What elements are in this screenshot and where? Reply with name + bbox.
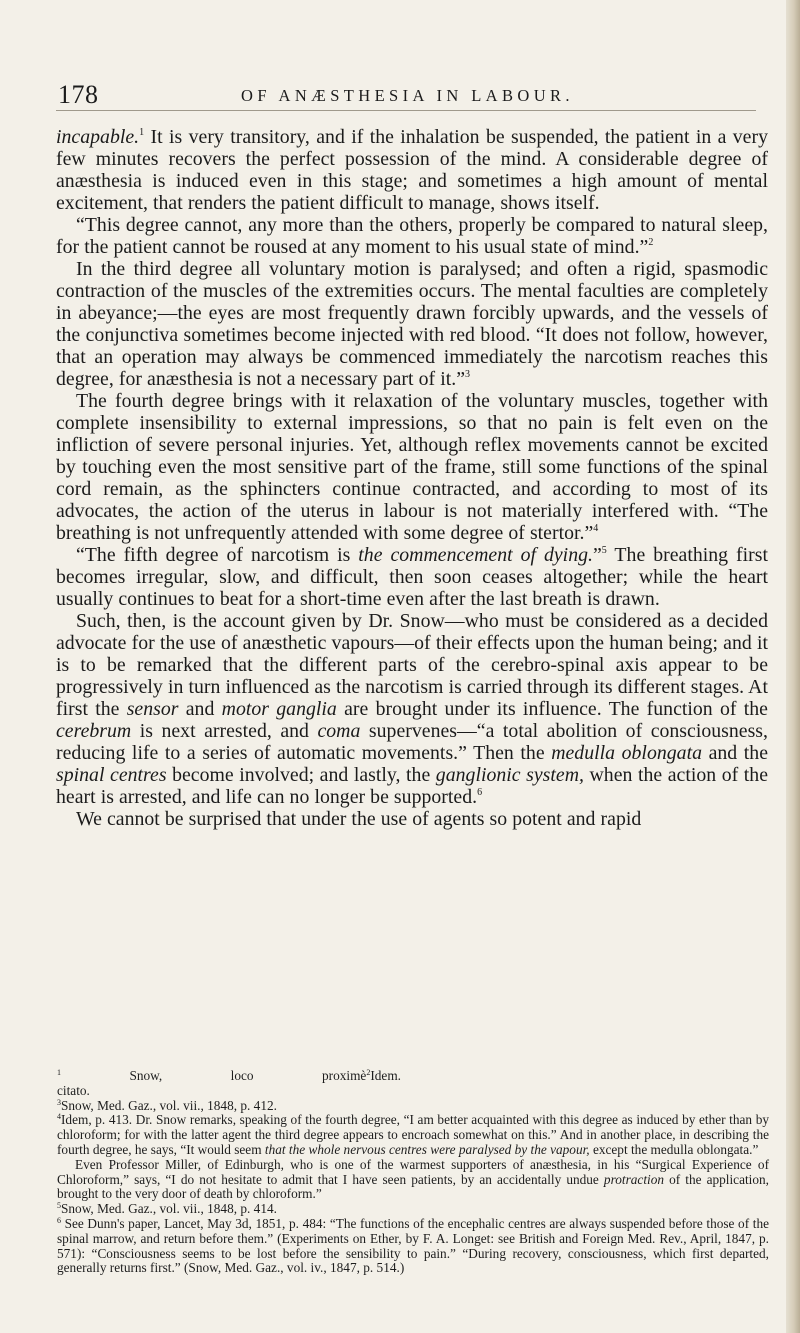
paragraph-6-text-e: supervenes—“a total abolition of consciousness, reducing life to a series of automatic movements.” Then the xyxy=(56,720,768,764)
paragraph-6-text-d: is next arrested, and xyxy=(131,720,318,742)
footnote-ref-1: 1 xyxy=(139,127,145,138)
paragraph-2 xyxy=(56,214,768,258)
footnotes xyxy=(57,1069,769,1276)
footnote-5-mark: 5 xyxy=(57,1201,61,1211)
paragraph-6-text-a: Such, then, is the account given by Dr. Snow—who must be considered as a decided advocate for the use of anæsthetic vapours—of their effects upon the human being; and it is to be remarked that the different parts of the cerebro-spinal axis appear to be progressively in turn influenced as the narcotism is carried through its different stages. At first the xyxy=(56,610,768,720)
paragraph-6-italic-a: sensor xyxy=(126,698,179,720)
paragraph-7 xyxy=(56,808,768,830)
footnote-3-mark: 3 xyxy=(57,1097,61,1107)
paragraph-6-italic-b: motor ganglia xyxy=(221,698,337,720)
paragraph-4-text: The fourth degree brings with it relaxation of the voluntary muscles, together with complete insensibility to external impressions, so that no pain is felt even on the infliction of severe personal injuries. Yet, although reflex movements cannot be excited by touching even the most sensitive part of the frame, still some functions of the spinal cord remain, as the sphincters continue contracted, and according to most of its advocates, the action of the uterus in labour is not materially interfered with. “The breathing is not unfrequently attended with some degree of stertor.” xyxy=(56,390,768,544)
footnote-6 xyxy=(57,1217,769,1276)
paragraph-6-italic-e: medulla oblongata xyxy=(551,742,703,764)
paragraph-6-text-g: become involved; and lastly, the xyxy=(166,764,436,786)
footnote-row-1-2 xyxy=(57,1069,769,1099)
paragraph-4 xyxy=(56,390,768,544)
paragraph-3-text: In the third degree all voluntary motion is paralysed; and often a rigid, spasmodic contraction of the muscles of the extremities occurs. The mental faculties are completely in abeyance;—the eyes are most frequently drawn forcibly upwards, and the vessels of the conjunctiva sometimes become injected with red blood. “It does not follow, however, that an operation may always be commenced immediately the narcotism reaches this degree, for anæsthesia is not a necessary part of it.” xyxy=(56,258,768,390)
footnote-4-text-a: Idem, p. 413. Dr. Snow remarks, speaking of the fourth degree, “I am better acquainted with this degree as induced by ether than by chloroform; for with the latter agent the third degree appears to encroach somewhat on this.” And in another place, in describing the fourth degree, he says, “It would seem xyxy=(57,1112,769,1157)
footnote-4 xyxy=(57,1113,769,1157)
paragraph-6-italic-d: coma xyxy=(317,720,361,742)
page-header xyxy=(56,82,756,108)
footnote-ref-3: 3 xyxy=(465,369,471,380)
paragraph-1-text: It is very transitory, and if the inhalation be suspended, the patient in a very few minutes recovers the perfect possession of the mind. A considerable degree of anæsthesia is induced even in this stage; and sometimes a high amount of mental excitement, that renders the patient difficult to manage, shows itself. xyxy=(56,126,768,214)
running-title: OF ANÆSTHESIA IN LABOUR. xyxy=(241,86,574,105)
paragraph-7-text: We cannot be surprised that under the use of agents so potent and rapid xyxy=(76,808,642,830)
footnote-4b-italic: protraction xyxy=(603,1171,665,1187)
header-rule xyxy=(56,110,756,111)
footnote-1-text: Snow, loco proximè citato. xyxy=(57,1068,367,1098)
footnote-4-continuation xyxy=(57,1158,769,1202)
footnote-2-text: Idem. xyxy=(370,1068,401,1083)
paragraph-5-text-end: The breathing first becomes irregular, slow, and difficult, then soon ceases altogether; while the heart usually continues to beat for a short-time even after the last breath is drawn. xyxy=(56,544,768,610)
footnote-2-mark: 2 xyxy=(366,1068,371,1077)
footnote-5-text: Snow, Med. Gaz., vol. vii., 1848, p. 414. xyxy=(61,1201,277,1217)
paragraph-3 xyxy=(56,258,768,390)
body-text xyxy=(56,126,768,830)
footnote-4-italic: that the whole nervous centres were paralysed by the vapour, xyxy=(264,1141,590,1157)
paragraph-6-italic-f: spinal centres xyxy=(56,764,167,786)
paragraph-6-italic-c: cerebrum xyxy=(56,720,132,742)
paragraph-6 xyxy=(56,610,768,808)
footnote-4-mark: 4 xyxy=(57,1112,61,1122)
paragraph-5 xyxy=(56,544,768,610)
footnote-ref-6: 6 xyxy=(477,787,483,798)
footnote-4b-text-a: Even Professor Miller, of Edinburgh, who is one of the warmest supporters of anæsthesia, in his “Surgical Experience of Chloroform,” says, “I do not hesitate to admit that I have seen patients, by an accidentally undue xyxy=(57,1156,769,1187)
footnote-4-text-b: except the medulla oblongata.” xyxy=(589,1141,759,1157)
footnote-ref-5: 5 xyxy=(601,545,607,556)
paragraph-2-text: “This degree cannot, any more than the others, properly be compared to natural sleep, for the patient cannot be roused at any moment to his usual state of mind.” xyxy=(56,214,768,258)
footnote-3 xyxy=(57,1099,769,1114)
paragraph-5-text-start: “The fifth degree of narcotism is xyxy=(76,544,359,566)
footnote-6-mark: 6 xyxy=(57,1215,61,1225)
page-number: 178 xyxy=(58,80,99,109)
paragraph-1-italic-start: incapable. xyxy=(56,126,140,148)
paragraph-6-text-b: and xyxy=(178,698,222,720)
paragraph-6-italic-g: ganglionic system, xyxy=(435,764,584,786)
paragraph-5-close-quote: ” xyxy=(592,544,602,566)
paragraph-6-text-h: when the action of the heart is arrested, and life can no longer be supported. xyxy=(56,764,768,808)
footnote-1-mark: 1 xyxy=(57,1068,61,1077)
footnote-1 xyxy=(57,1069,366,1099)
footnote-5 xyxy=(57,1202,769,1217)
paragraph-6-text-f: and the xyxy=(702,742,768,764)
paragraph-6-text-c: are brought under its influence. The function of the xyxy=(336,698,768,720)
footnote-ref-4: 4 xyxy=(593,523,599,534)
footnote-3-text: Snow, Med. Gaz., vol. vii., 1848, p. 412. xyxy=(61,1097,277,1113)
footnote-ref-2: 2 xyxy=(648,237,654,248)
footnote-2 xyxy=(366,1069,585,1099)
paragraph-5-italic: the commencement of dying. xyxy=(358,544,593,566)
footnote-6-text: See Dunn's paper, Lancet, May 3d, 1851, p. 484: “The functions of the encephalic centres are always suspended before those of the spinal marrow, and return before them.” (Experiments on Ether, by F. A. Longet: see British and Foreign Med. Rev., April, 1847, p. 571): “Consciousness seems to be lost before the sensibility to pain.” “During recovery, consciousness, which first departed, generally returns first.” (Snow, Med. Gaz., vol. iv., 1847, p. 514.) xyxy=(57,1215,769,1276)
paragraph-1 xyxy=(56,126,768,214)
page-edge-shadow xyxy=(786,0,800,1333)
footnote-4b-text-b: of the application, brought to the very door of death by chloroform.” xyxy=(57,1171,769,1202)
